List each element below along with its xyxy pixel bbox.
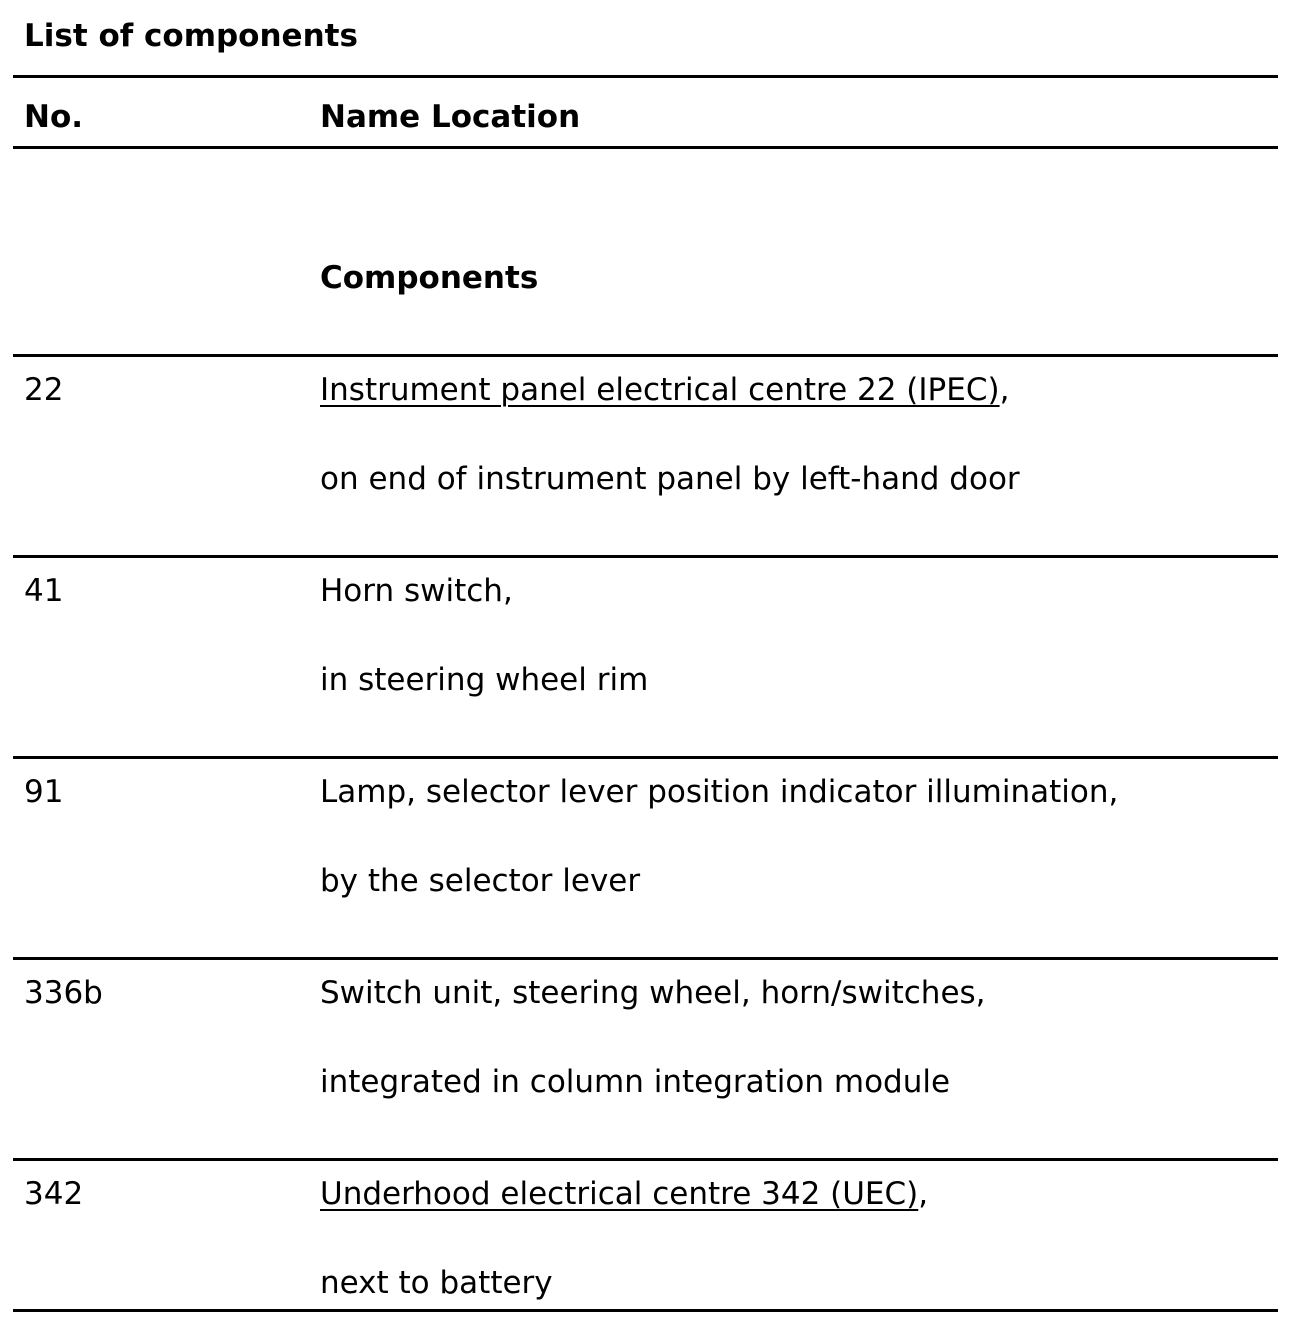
component-location: by the selector lever bbox=[320, 863, 641, 899]
table-top-rule bbox=[13, 75, 1278, 78]
page-title: List of components bbox=[24, 18, 358, 54]
component-location: on end of instrument panel by left-hand door bbox=[320, 461, 1020, 497]
column-header-name-location: Name Location bbox=[320, 99, 581, 135]
component-number: 342 bbox=[24, 1176, 84, 1212]
component-name: Switch unit, steering wheel, horn/switches, bbox=[320, 975, 986, 1011]
row-divider bbox=[13, 1158, 1278, 1161]
table-bottom-rule bbox=[13, 1309, 1278, 1312]
row-divider bbox=[13, 354, 1278, 357]
component-number: 91 bbox=[24, 774, 64, 810]
component-number: 22 bbox=[24, 372, 64, 408]
component-name bbox=[320, 370, 1009, 410]
row-divider bbox=[13, 957, 1278, 960]
row-divider bbox=[13, 555, 1278, 558]
section-heading-components: Components bbox=[320, 260, 539, 296]
component-name: Lamp, selector lever position indicator illumination, bbox=[320, 774, 1119, 810]
component-number: 336b bbox=[24, 975, 103, 1011]
component-name bbox=[320, 1174, 928, 1214]
component-name-suffix: , bbox=[999, 372, 1010, 408]
component-number: 41 bbox=[24, 573, 64, 609]
component-location: integrated in column integration module bbox=[320, 1064, 951, 1100]
component-link-uec[interactable]: Underhood electrical centre 342 (UEC) bbox=[320, 1176, 919, 1212]
column-header-no: No. bbox=[24, 99, 84, 135]
component-name: Horn switch, bbox=[320, 573, 513, 609]
component-location: in steering wheel rim bbox=[320, 662, 649, 698]
component-link-ipec[interactable]: Instrument panel electrical centre 22 (IPEC) bbox=[320, 372, 1000, 408]
component-location: next to battery bbox=[320, 1265, 553, 1301]
component-name-suffix: , bbox=[918, 1176, 929, 1212]
row-divider bbox=[13, 756, 1278, 759]
header-bottom-rule bbox=[13, 146, 1278, 149]
